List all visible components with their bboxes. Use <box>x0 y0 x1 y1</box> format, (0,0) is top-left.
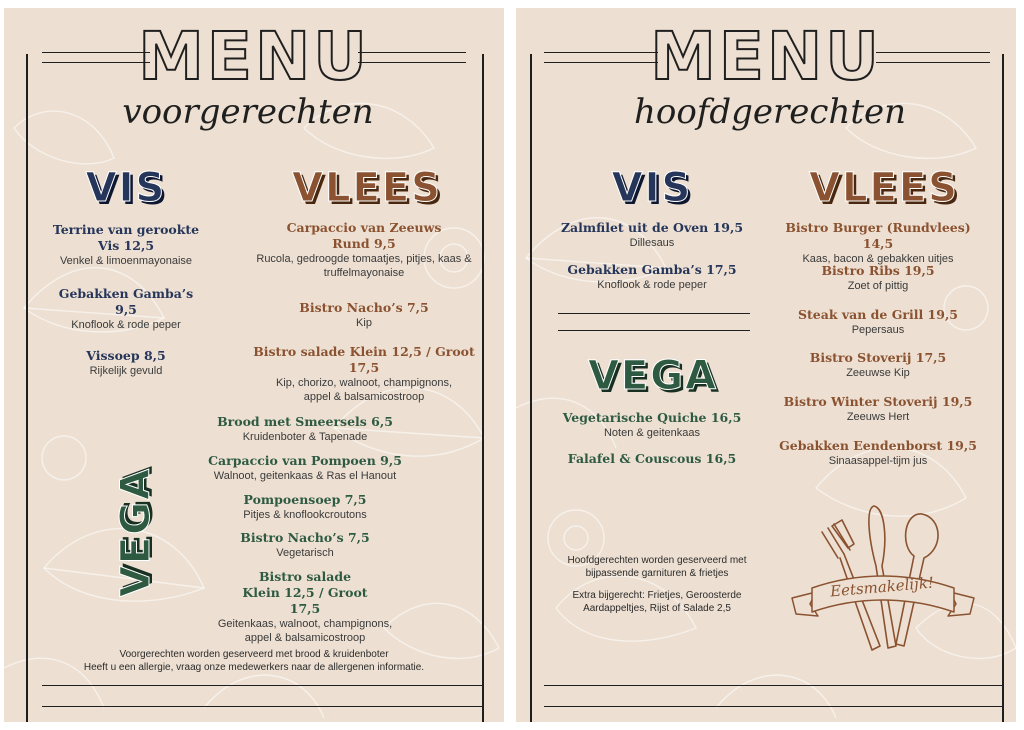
item-title: Falafel & Couscous 16,5 <box>567 451 737 466</box>
item-description: Walnoot, geitenkaas & Ras el Hanout <box>213 470 397 482</box>
item-description: Kip, chorizo, walnoot, champignons, appel & balsamicostroop <box>275 377 453 403</box>
list-item <box>190 569 420 645</box>
menu-page-hoofdgerechten <box>516 8 1016 722</box>
item-description: Geitenkaas, walnoot, champignons, appel & balsamicostroop <box>217 618 393 644</box>
section-heading-vega: VEGA <box>587 353 719 399</box>
item-title: Bistro Burger (Rundvlees) 14,5 <box>785 220 971 251</box>
footer-note: Voorgerechten worden geserveerd met brood & kruidenboter Heeft u een allergie, vraag onze medewerkers naar de allergenen informatie. <box>83 649 425 673</box>
item-title: Gebakken Gamba’s 17,5 <box>567 262 737 277</box>
item-title: Vegetarische Quiche 16,5 <box>562 410 742 425</box>
item-description: Zoet of pittig <box>847 280 909 292</box>
list-item <box>552 410 752 440</box>
item-title: Vissoep 8,5 <box>86 348 166 363</box>
item-description: Zeeuws Hert <box>846 411 910 423</box>
item-title: Brood met Smeersels 6,5 <box>217 414 393 429</box>
item-title: Bistro salade Klein 12,5 / Groot 17,5 <box>253 344 475 375</box>
item-title: Bistro Ribs 19,5 <box>821 263 935 278</box>
list-item <box>190 414 420 444</box>
list-item <box>552 220 752 250</box>
item-title: Gebakken Eendenborst 19,5 <box>779 438 977 453</box>
list-item <box>46 222 206 268</box>
list-item <box>768 307 988 337</box>
menu-subtitle: hoofdgerechten <box>633 92 907 132</box>
item-description: Knoflook & rode peper <box>71 319 181 331</box>
menu-subtitle: voorgerechten <box>122 92 374 132</box>
list-item <box>768 220 988 266</box>
side-dish-note: Hoofdgerechten worden geserveerd met bijpassende garnituren & frietjes Extra bijgerecht: Frietjes, Geroosterde Aardappeltjes, Rijst of Salade 2,5 <box>567 555 747 614</box>
item-title: Bistro Nacho’s 7,5 <box>240 530 370 545</box>
menu-title: MENU <box>138 18 370 95</box>
section-heading-vis: VIS <box>85 165 167 211</box>
list-item <box>190 453 420 483</box>
item-description: Zeeuwse Kip <box>846 367 910 379</box>
item-description: Noten & geitenkaas <box>603 427 700 439</box>
item-title: Carpaccio van Zeeuws Rund 9,5 <box>286 220 442 251</box>
item-description: Venkel & limoenmayonaise <box>59 255 193 267</box>
item-description: Kip <box>356 317 372 329</box>
item-title: Steak van de Grill 19,5 <box>797 307 959 322</box>
menu-page-voorgerechten <box>4 8 504 722</box>
section-heading-vlees: VLEES <box>809 165 959 211</box>
item-description: Sinaasappel-tijm jus <box>828 455 928 467</box>
item-title: Bistro Stoverij 17,5 <box>809 350 947 365</box>
menu-title: MENU <box>650 18 882 95</box>
list-item <box>190 492 420 522</box>
item-description: Kruidenboter & Tapenade <box>242 431 368 443</box>
item-title: Terrine van gerookte Vis 12,5 <box>52 222 200 253</box>
item-title: Carpaccio van Pompoen 9,5 <box>208 453 402 468</box>
item-description: Knoflook & rode peper <box>597 279 707 291</box>
item-title: Bistro Winter Stoverij 19,5 <box>783 394 973 409</box>
list-item <box>190 530 420 560</box>
item-description: Kaas, bacon & gebakken uitjes <box>802 253 954 265</box>
list-item <box>46 286 206 332</box>
item-title: Gebakken Gamba’s 9,5 <box>58 286 194 317</box>
item-title: Bistro Nacho’s 7,5 <box>299 300 429 315</box>
list-item <box>768 394 988 424</box>
item-title: Pompoensoep 7,5 <box>243 492 367 507</box>
section-heading-vis: VIS <box>611 165 693 211</box>
list-item <box>768 350 988 380</box>
item-description: Dillesaus <box>629 237 675 249</box>
list-item <box>768 438 988 468</box>
list-item <box>552 262 752 292</box>
item-description: Pitjes & knoflookcroutons <box>243 509 367 521</box>
item-description: Pepersaus <box>851 324 905 336</box>
item-description: Rucola, gedroogde tomaatjes, pitjes, kaas & truffelmayonaise <box>256 253 472 279</box>
item-description: Vegetarisch <box>276 547 334 559</box>
item-description: Rijkelijk gevuld <box>89 365 163 377</box>
banner-text: Eetsmakelijk! <box>829 573 935 601</box>
list-item <box>552 451 752 467</box>
list-item <box>46 348 206 378</box>
list-item <box>244 220 484 280</box>
list-item <box>244 300 484 330</box>
section-heading-vlees: VLEES <box>292 165 442 211</box>
item-title: Bistro salade Klein 12,5 / Groot 17,5 <box>242 569 368 616</box>
list-item <box>768 263 988 293</box>
item-title: Zalmfilet uit de Oven 19,5 <box>560 220 744 235</box>
list-item <box>244 344 484 404</box>
section-heading-vega: VEGA <box>113 466 159 598</box>
